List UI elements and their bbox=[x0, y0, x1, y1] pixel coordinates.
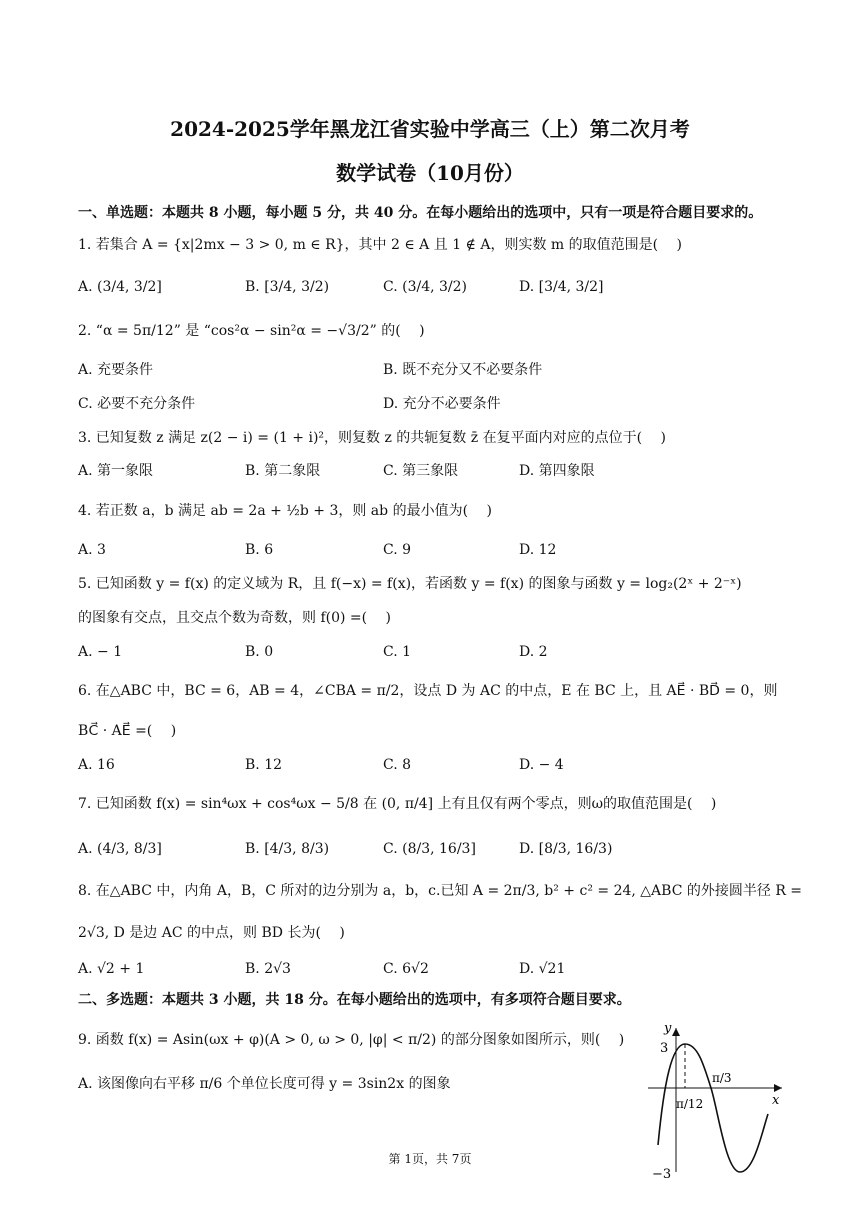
q3-option-c[interactable]: C. 第三象限 bbox=[383, 463, 459, 479]
q8-option-c[interactable]: C. 6√2 bbox=[383, 961, 429, 977]
question-6-line-1: 6. 在△ABC 中，BC = 6，AB = 4，∠CBA = π/2，设点 D 为 AC 的中点，E 在 BC 上，且 AE⃗ · BD⃗ = 0，则 bbox=[78, 683, 778, 699]
q2-option-d[interactable]: D. 充分不必要条件 bbox=[383, 396, 501, 412]
section-1-heading: 一、单选题：本题共 8 小题，每小题 5 分，共 40 分。在每小题给出的选项中，只有一项是符合题目要求的。 bbox=[78, 205, 763, 221]
q2-option-c[interactable]: C. 必要不充分条件 bbox=[78, 396, 196, 412]
page-footer: 第 1页，共 7页 bbox=[388, 1152, 472, 1166]
question-9: 9. 函数 f(x) = Asin(ωx + φ)(A > 0, ω > 0, |φ| < π/2) 的部分图象如图所示，则( ) bbox=[78, 1032, 625, 1048]
q4-option-a[interactable]: A. 3 bbox=[78, 542, 106, 558]
question-1: 1. 若集合 A = {x|2mx − 3 > 0, m ∈ R}，其中 2 ∈ A 且 1 ∉ A，则实数 m 的取值范围是( ) bbox=[78, 237, 683, 253]
y-min-label: −3 bbox=[652, 1167, 672, 1182]
question-4: 4. 若正数 a，b 满足 ab = 2a + ½b + 3，则 ab 的最小值为( ) bbox=[78, 503, 492, 519]
question-5-line-2: 的图象有交点，且交点个数为奇数，则 f(0) =( ) bbox=[78, 610, 392, 626]
y-axis-label: y bbox=[664, 1022, 672, 1036]
x-axis-arrow-icon bbox=[774, 1084, 782, 1092]
q5-option-c[interactable]: C. 1 bbox=[383, 644, 412, 660]
q6-option-a[interactable]: A. 16 bbox=[78, 757, 115, 773]
question-8-line-1: 8. 在△ABC 中，内角 A，B，C 所对的边分别为 a，b，c.已知 A = 2π/3, b² + c² = 24, △ABC 的外接圆半径 R = bbox=[78, 883, 803, 899]
q7-option-a[interactable]: A. (4/3, 8/3] bbox=[78, 841, 162, 857]
q2-option-b[interactable]: B. 既不充分又不必要条件 bbox=[383, 362, 543, 378]
x-tick-pi-12: π/12 bbox=[676, 1097, 704, 1111]
q6-option-d[interactable]: D. − 4 bbox=[519, 757, 564, 773]
y-max-label: 3 bbox=[660, 1041, 669, 1056]
q8-option-b[interactable]: B. 2√3 bbox=[245, 961, 291, 977]
q5-option-d[interactable]: D. 2 bbox=[519, 644, 548, 660]
q9-option-a[interactable]: A. 该图像向右平移 π/6 个单位长度可得 y = 3sin2x 的图象 bbox=[78, 1076, 451, 1092]
q3-option-a[interactable]: A. 第一象限 bbox=[78, 463, 154, 479]
q4-option-c[interactable]: C. 9 bbox=[383, 542, 412, 558]
y-axis-arrow-icon bbox=[672, 1028, 680, 1036]
q3-option-d[interactable]: D. 第四象限 bbox=[519, 463, 595, 479]
x-tick-pi-3: π/3 bbox=[712, 1071, 732, 1085]
exam-subtitle: 数学试卷（10月份） bbox=[336, 161, 524, 185]
q6-option-c[interactable]: C. 8 bbox=[383, 757, 412, 773]
x-axis-label: x bbox=[772, 1093, 780, 1108]
q1-option-c[interactable]: C. (3/4, 3/2) bbox=[383, 279, 467, 295]
question-3: 3. 已知复数 z 满足 z(2 − i) = (1 + i)²，则复数 z 的共轭复数 z̄ 在复平面内对应的点位于( ) bbox=[78, 430, 666, 446]
exam-title: 2024-2025学年黑龙江省实验中学高三（上）第二次月考 bbox=[170, 117, 690, 141]
q2-option-a[interactable]: A. 充要条件 bbox=[78, 362, 154, 378]
q1-option-d[interactable]: D. [3/4, 3/2] bbox=[519, 279, 604, 295]
question-6-line-2: BC⃗ · AE⃗ =( ) bbox=[78, 723, 177, 739]
q6-option-b[interactable]: B. 12 bbox=[245, 757, 283, 773]
q4-option-b[interactable]: B. 6 bbox=[245, 542, 274, 558]
q8-option-a[interactable]: A. √2 + 1 bbox=[78, 961, 145, 977]
q1-option-b[interactable]: B. [3/4, 3/2) bbox=[245, 279, 330, 295]
section-2-heading: 二、多选题：本题共 3 小题，共 18 分。在每小题给出的选项中，有多项符合题目要求。 bbox=[78, 992, 631, 1008]
q5-option-a[interactable]: A. − 1 bbox=[78, 644, 123, 660]
q7-option-d[interactable]: D. [8/3, 16/3) bbox=[519, 841, 613, 857]
q8-option-d[interactable]: D. √21 bbox=[519, 961, 566, 977]
question-2: 2. “α = 5π/12” 是 “cos²α − sin²α = −√3/2” 的( ) bbox=[78, 323, 425, 339]
q7-option-b[interactable]: B. [4/3, 8/3) bbox=[245, 841, 330, 857]
q3-option-b[interactable]: B. 第二象限 bbox=[245, 463, 321, 479]
question-5-line-1: 5. 已知函数 y = f(x) 的定义域为 R，且 f(−x) = f(x)，若函数 y = f(x) 的图象与函数 y = log₂(2ˣ + 2⁻ˣ) bbox=[78, 576, 742, 592]
q7-option-c[interactable]: C. (8/3, 16/3] bbox=[383, 841, 476, 857]
question-8-line-2: 2√3, D 是边 AC 的中点，则 BD 长为( ) bbox=[78, 925, 345, 941]
q4-option-d[interactable]: D. 12 bbox=[519, 542, 557, 558]
question-7: 7. 已知函数 f(x) = sin⁴ωx + cos⁴ωx − 5/8 在 (0, π/4] 上有且仅有两个零点，则ω的取值范围是( ) bbox=[78, 796, 717, 812]
q1-option-a[interactable]: A. (3/4, 3/2] bbox=[78, 279, 162, 295]
q5-option-b[interactable]: B. 0 bbox=[245, 644, 274, 660]
